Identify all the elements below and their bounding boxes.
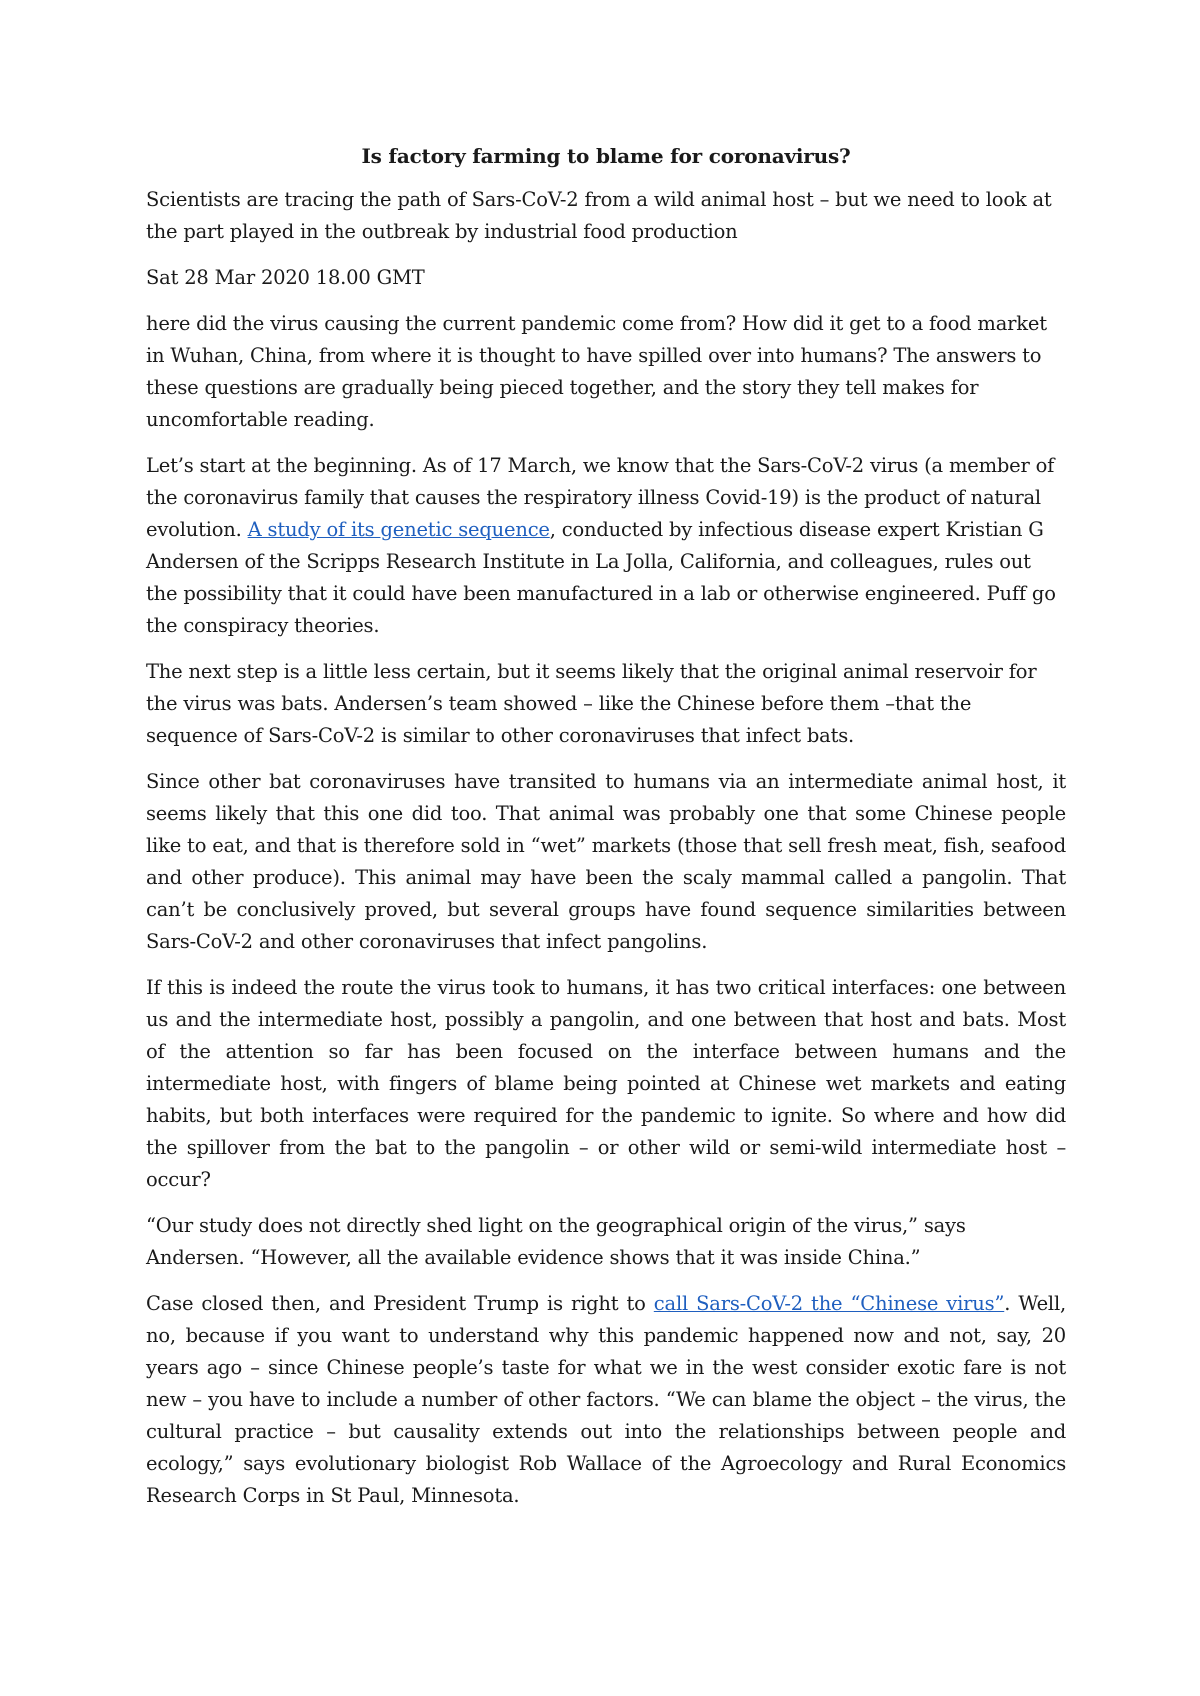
paragraph-6: “Our study does not directly shed light on the geographical origin of the virus,” says Andersen. “However, all the available evidence shows that it was inside China.” [146,1214,966,1269]
article-title: Is factory farming to blame for coronavirus? [361,144,851,168]
paragraph-5: If this is indeed the route the virus took to humans, it has two critical interfaces: one between us and the intermediate host, possibly a pangolin, and one between that host and bats. Most of the attention so far has been focused on the interface between humans and the intermediate host, with fingers of blame being pointed at Chinese wet markets and eating habits, but both interfaces were required for the pandemic to ignite. So where and how did the spillover from the bat to the pangolin – or other wild or semi-wild intermediate host – occur? [146,976,1066,1191]
paragraph-7-text-a: Case closed then, and President Trump is right to [146,1292,654,1315]
paragraph-4: Since other bat coronaviruses have transited to humans via an intermediate animal host, it seems likely that this one did too. That animal was probably one that some Chinese people like to eat, and that is therefore sold in “wet” markets (those that sell fresh meat, fish, seafood and other produce). This animal may have been the scaly mammal called a pangolin. That can’t be conclusively proved, but several groups have found sequence similarities between Sars-CoV-2 and other coronaviruses that infect pangolins. [146,770,1066,953]
article-dateline: Sat 28 Mar 2020 18.00 GMT [146,266,425,289]
chinese-virus-link[interactable]: call Sars-CoV-2 the “Chinese virus” [653,1292,1005,1315]
paragraph-7 [146,1288,1066,1512]
article-standfirst: Scientists are tracing the path of Sars-CoV-2 from a wild animal host – but we need to look at the part played in the outbreak by industrial food production [146,188,1052,243]
paragraph-2-text-a: Let’s start at the beginning. As of 17 March, we know that the Sars-CoV-2 virus (a member of the coronavirus family that causes the respiratory illness Covid-19) is the product of natural evolution. [146,454,1055,541]
paragraph-2-text-b: , conducted by infectious disease expert Kristian G Andersen of the Scripps Research Institute in La Jolla, California, and colleagues, rules out the possibility that it could have been manufactured in a lab or otherwise engineered. Puff go the conspiracy theories. [146,518,1056,637]
paragraph-7-text-b: . Well, no, because if you want to understand why this pandemic happened now and not, say, 20 years ago – since Chinese people’s taste for what we in the west consider exotic fare is not new – you have to include a number of other factors. “We can blame the object – the virus, the cultural practice – but causality extends out into the relationships between people and ecology,” says evolutionary biologist Rob Wallace of the Agroecology and Rural Economics Research Corps in St Paul, Minnesota. [146,1292,1066,1507]
paragraph-1: here did the virus causing the current pandemic come from? How did it get to a food market in Wuhan, China, from where it is thought to have spilled over into humans? The answers to these questions are gradually being pieced together, and the story they tell makes for uncomfortable reading. [146,312,1047,431]
paragraph-2 [146,450,1066,642]
paragraph-3: The next step is a little less certain, but it seems likely that the original animal reservoir for the virus was bats. Andersen’s team showed – like the Chinese before them –that the sequence of Sars-CoV-2 is similar to other coronaviruses that infect bats. [146,660,1037,747]
genetic-sequence-study-link[interactable]: A study of its genetic sequence [247,518,550,541]
article-body [146,140,1066,1526]
